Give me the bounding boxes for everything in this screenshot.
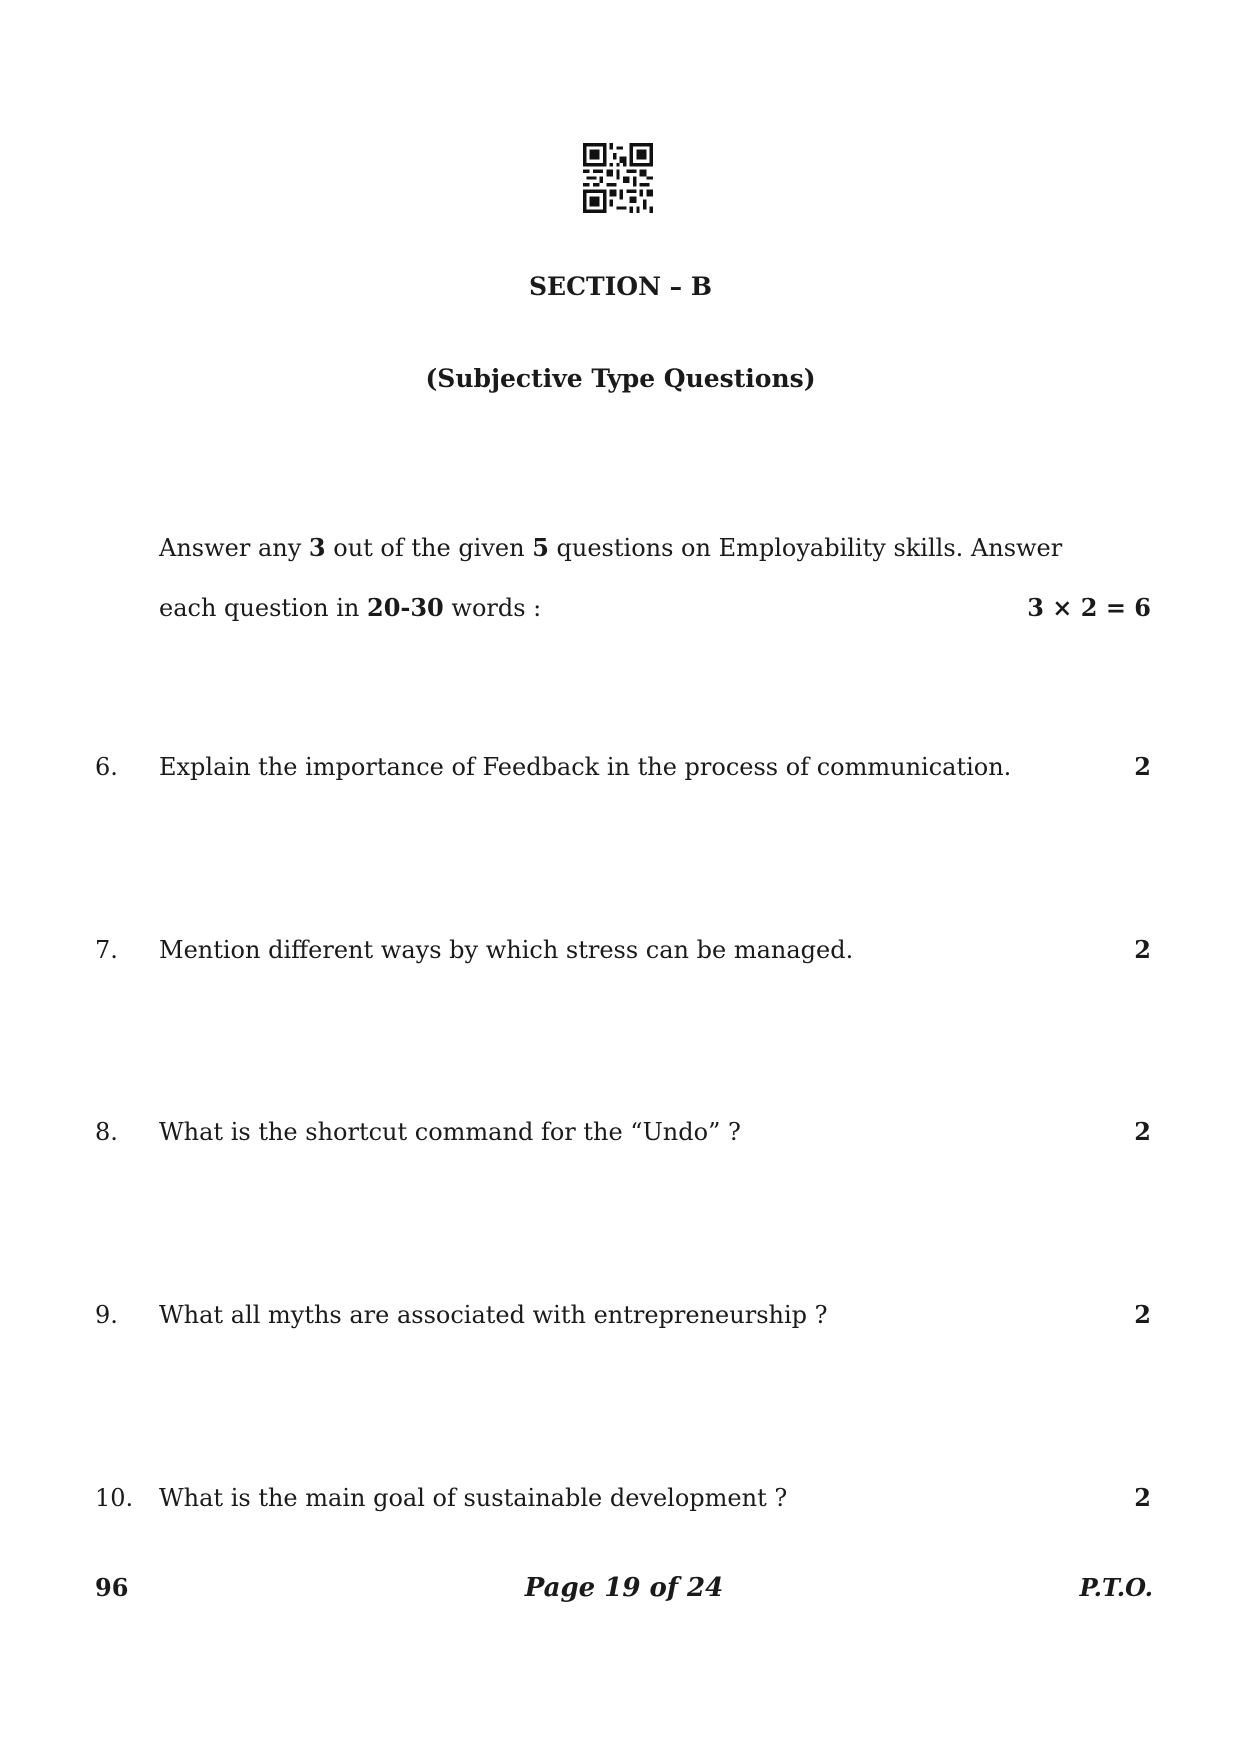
question-text: What is the main goal of sustainable development ? (159, 1484, 788, 1512)
section-title: SECTION – B (529, 272, 712, 301)
question-marks: 2 (1134, 1117, 1151, 1146)
question-marks: 2 (1134, 1483, 1151, 1512)
instructions-words: 20-30 (367, 593, 444, 622)
instructions-line-1 (159, 518, 1151, 578)
question-7 (95, 935, 1151, 964)
instructions-count: 3 (308, 533, 326, 562)
question-number: 9. (95, 1301, 118, 1329)
question-text: What all myths are associated with entrepreneurship ? (159, 1301, 828, 1329)
question-8 (95, 1117, 1151, 1146)
question-number: 7. (95, 936, 118, 964)
instructions-text: each question in (159, 594, 367, 622)
instructions-text: questions on Employability skills. Answer (548, 534, 1063, 562)
instructions-total: 5 (532, 533, 549, 562)
instructions-word-limit (159, 578, 541, 638)
instructions-line-2 (159, 578, 1151, 638)
marks-formula: 3 × 2 = 6 (1027, 593, 1151, 622)
instructions (159, 518, 1151, 638)
question-number: 8. (95, 1118, 118, 1146)
instructions-text: out of the given (325, 534, 533, 562)
question-10 (95, 1483, 1151, 1512)
question-text: Explain the importance of Feedback in the process of communication. (159, 753, 1012, 781)
qr-code-icon (583, 143, 653, 213)
instructions-text: words : (443, 594, 542, 622)
paper-code: 96 (95, 1573, 129, 1602)
question-marks: 2 (1134, 935, 1151, 964)
question-text: Mention different ways by which stress can be managed. (159, 936, 854, 964)
question-6 (95, 752, 1151, 781)
section-subtitle: (Subjective Type Questions) (425, 364, 816, 393)
question-number: 6. (95, 753, 118, 781)
page-footer (95, 1573, 1153, 1603)
page-number: Page 19 of 24 (524, 1573, 724, 1603)
question-marks: 2 (1134, 1300, 1151, 1329)
question-9 (95, 1300, 1151, 1329)
instructions-text: Answer any (159, 534, 309, 562)
pto-label: P.T.O. (1079, 1573, 1153, 1602)
question-text: What is the shortcut command for the “Undo” ? (159, 1118, 741, 1146)
question-number: 10. (95, 1484, 134, 1512)
question-marks: 2 (1134, 752, 1151, 781)
